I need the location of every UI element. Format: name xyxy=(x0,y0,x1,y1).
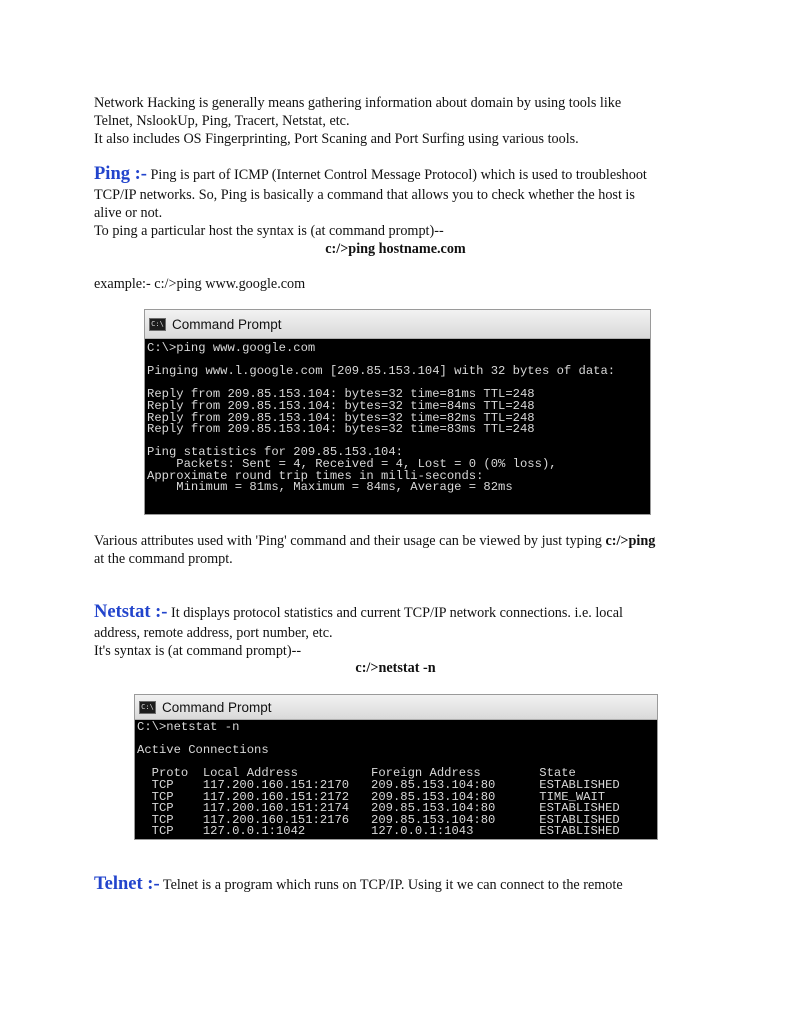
console-line: Reply from 209.85.153.104: bytes=32 time=82ms TTL=248 xyxy=(147,410,535,425)
console-line: TCP 117.200.160.151:2174 209.85.153.104:80 ESTABLISHED xyxy=(137,801,620,816)
telnet-desc-1: Telnet is a program which runs on TCP/IP. Using it we can connect to the remote xyxy=(159,877,623,893)
console-line: TCP 117.200.160.151:2170 209.85.153.104:80 ESTABLISHED xyxy=(137,777,620,792)
console-line: TCP 127.0.0.1:1042 127.0.0.1:1043 ESTABLISHED xyxy=(137,824,620,839)
telnet-paragraph-line-1 xyxy=(94,875,623,894)
console-line: Pinging www.l.google.com [209.85.153.104] with 32 bytes of data: xyxy=(147,364,616,379)
ping-desc-2: TCP/IP networks. So, Ping is basically a command that allows you to check whether the host is xyxy=(94,187,635,203)
console-line: Proto Local Address Foreign Address State xyxy=(137,766,576,781)
ping-window-titlebar xyxy=(145,310,650,339)
command-prompt-icon: C:\ xyxy=(139,701,156,714)
ping-attributes-line-1 xyxy=(94,532,655,550)
ping-command-window xyxy=(144,309,651,515)
netstat-heading: Netstat :- xyxy=(94,602,168,622)
console-line: TCP 117.200.160.151:2176 209.85.153.104:80 ESTABLISHED xyxy=(137,812,620,827)
ping-attributes-command: c:/>ping xyxy=(605,533,656,549)
command-prompt-icon: C:\ xyxy=(149,318,166,331)
ping-syntax: c:/>ping hostname.com xyxy=(325,241,466,257)
intro-line-3: It also includes OS Fingerprinting, Port Scaning and Port Surfing using various tools. xyxy=(94,131,579,147)
console-line: C:\>netstat -n xyxy=(137,720,240,734)
console-line: TCP 117.200.160.151:2172 209.85.153.104:80 TIME_WAIT xyxy=(137,789,606,804)
netstat-command-window xyxy=(134,694,658,840)
netstat-paragraph-line-1 xyxy=(94,603,623,622)
ping-attributes-line-2: at the command prompt. xyxy=(94,551,233,567)
ping-attributes-text: Various attributes used with 'Ping' command and their usage can be viewed by just typing xyxy=(94,533,606,549)
ping-window-title: Command Prompt xyxy=(172,316,282,332)
telnet-heading: Telnet :- xyxy=(94,874,160,894)
netstat-syntax: c:/>netstat -n xyxy=(355,660,436,676)
ping-example: example:- c:/>ping www.google.com xyxy=(94,276,306,292)
console-line: Ping statistics for 209.85.153.104: xyxy=(147,445,403,460)
netstat-window-titlebar xyxy=(135,695,657,720)
ping-desc-1: Ping is part of ICMP (Internet Control Message Protocol) which is used to troubleshoot xyxy=(146,167,647,183)
ping-desc-3: alive or not. xyxy=(94,205,163,221)
console-line: Reply from 209.85.153.104: bytes=32 time=81ms TTL=248 xyxy=(147,387,535,402)
console-line: Approximate round trip times in milli-seconds: xyxy=(147,468,484,483)
netstat-window-title: Command Prompt xyxy=(162,699,272,715)
intro-line-1: Network Hacking is generally means gathering information about domain by using tools like xyxy=(94,95,622,111)
console-line: C:\>ping www.google.com xyxy=(147,341,316,355)
ping-console-output xyxy=(145,339,650,498)
netstat-desc-3: It's syntax is (at command prompt)-- xyxy=(94,643,302,659)
intro-line-2: Telnet, NslookUp, Ping, Tracert, Netstat, etc. xyxy=(94,113,350,129)
ping-heading: Ping :- xyxy=(94,164,147,184)
ping-paragraph-line-1 xyxy=(94,165,647,184)
console-line: Active Connections xyxy=(137,743,269,758)
console-line: Packets: Sent = 4, Received = 4, Lost = 0 (0% loss), xyxy=(147,456,557,471)
console-line: Reply from 209.85.153.104: bytes=32 time=83ms TTL=248 xyxy=(147,422,535,437)
netstat-console-output xyxy=(135,720,657,840)
ping-desc-4: To ping a particular host the syntax is (at command prompt)-- xyxy=(94,223,444,239)
netstat-desc-2: address, remote address, port number, etc. xyxy=(94,625,333,641)
netstat-desc-1: It displays protocol statistics and current TCP/IP network connections. i.e. local xyxy=(167,605,623,621)
console-line: Minimum = 81ms, Maximum = 84ms, Average = 82ms xyxy=(147,480,513,495)
console-line: Reply from 209.85.153.104: bytes=32 time=84ms TTL=248 xyxy=(147,398,535,413)
